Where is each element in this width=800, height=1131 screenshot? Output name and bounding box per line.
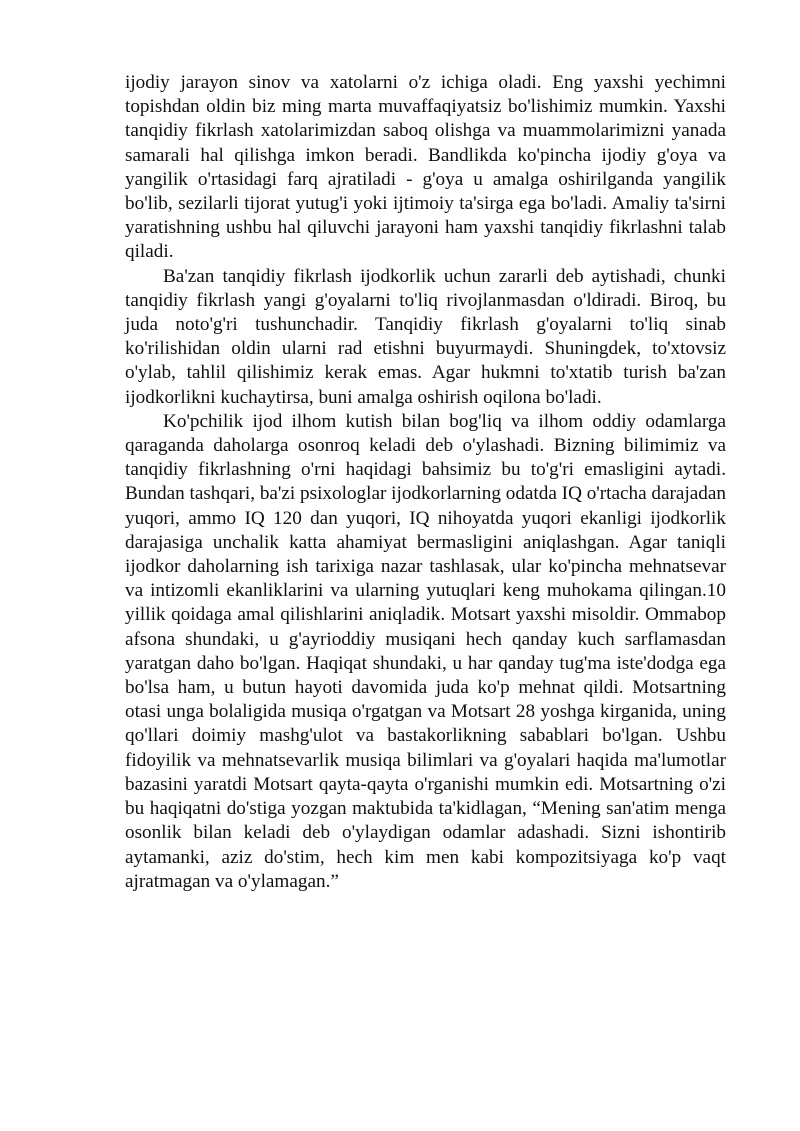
paragraph-critical-thinking: Ba'zan tanqidiy fikrlash ijodkorlik uchun zararli deb aytishadi, chunki tanqidiy fikrlash yangi g'oyalarni to'liq rivojlanmasdan o'ldiradi. Biroq, bu juda noto'g'ri tushunchadir. Tanqidiy fikrlash g'oyalarni to'liq sinab ko'rilishidan oldin ularni rad etishni buyurmaydi. Shuningdek, to'xtovsiz o'ylab, tahlil qilishimiz kerak emas. Agar hukmni to'xtatib turish ba'zan ijodkorlikni kuchaytirsa, buni amalga oshirish oqilona bo'ladi. <box>125 265 726 408</box>
paragraph-mozart: Ko'pchilik ijod ilhom kutish bilan bog'liq va ilhom oddiy odamlarga qaraganda daholarga osonroq keladi deb o'ylashadi. Bizning bilimimiz va tanqidiy fikrlashning o'rni haqidagi bahsimiz bu to'g'ri emasligini aytadi. Bundan tashqari, ba'zi psixologlar ijodkorlarning odatda IQ o'rtacha darajadan yuqori, ammo IQ 120 dan yuqori, IQ nihoyatda yuqori ekanligi ijodkorlik darajasiga unchalik katta ahamiyat bermasligini aniqlashgan. Agar taniqli ijodkor daholarning ish tarixiga nazar tashlasak, ular ko'pincha mehnatsevar va intizomli ekanliklarini va ularning yutuqlari keng muhokama qilingan.10 yillik qoidaga amal qilishlarini aniqladik. Motsart yaxshi misoldir. Ommabop afsona shundaki, u g'ayrioddiy musiqani hech qanday kuch sarflamasdan yaratgan daho bo'lgan. Haqiqat shundaki, u har qanday tug'ma iste'dodga ega bo'lsa ham, u butun hayoti davomida juda ko'p mehnat qildi. Motsartning otasi unga bolaligida musiqa o'rgatgan va Motsart 28 yoshga kirganida, uning qo'llari doimiy mashg'ulot va bastakorlikning sabablari bo'lgan. Ushbu fidoyilik va mehnatsevarlik musiqa bilimlari va g'oyalari haqida ma'lumotlar bazasini yaratdi Motsart qayta-qayta o'rganishi mumkin edi. Motsartning o'zi bu haqiqatni do'stiga yozgan maktubida ta'kidlagan, “Mening san'atim menga osonlik bilan keladi deb o'ylaydigan odamlar adashadi. Sizni ishontirib aytamanki, aziz do'stim, hech kim men kabi kompozitsiyaga ko'p vaqt ajratmagan va o'ylamagan.” <box>125 410 726 892</box>
paragraph-continuation: ijodiy jarayon sinov va xatolarni o'z ichiga oladi. Eng yaxshi yechimni topishdan oldin biz ming marta muvaffaqiyatsiz bo'lishimiz mumkin. Yaxshi tanqidiy fikrlash xatolarimizdan saboq olishga va muammolarimizni yanada samarali hal qilishga imkon beradi. Bandlikda ko'pincha ijodiy g'oya va yangilik o'rtasidagi farq ajratiladi - g'oya u amalga oshirilganda yangilik bo'lib, sezilarli tijorat yutug'i yoki ijtimoiy ta'sirga ega bo'ladi. Amaliy ta'sirni yaratishning ushbu hal qiluvchi jarayoni ham yaxshi tanqidiy fikrlashni talab qiladi. <box>125 72 726 263</box>
document-page <box>125 71 726 894</box>
